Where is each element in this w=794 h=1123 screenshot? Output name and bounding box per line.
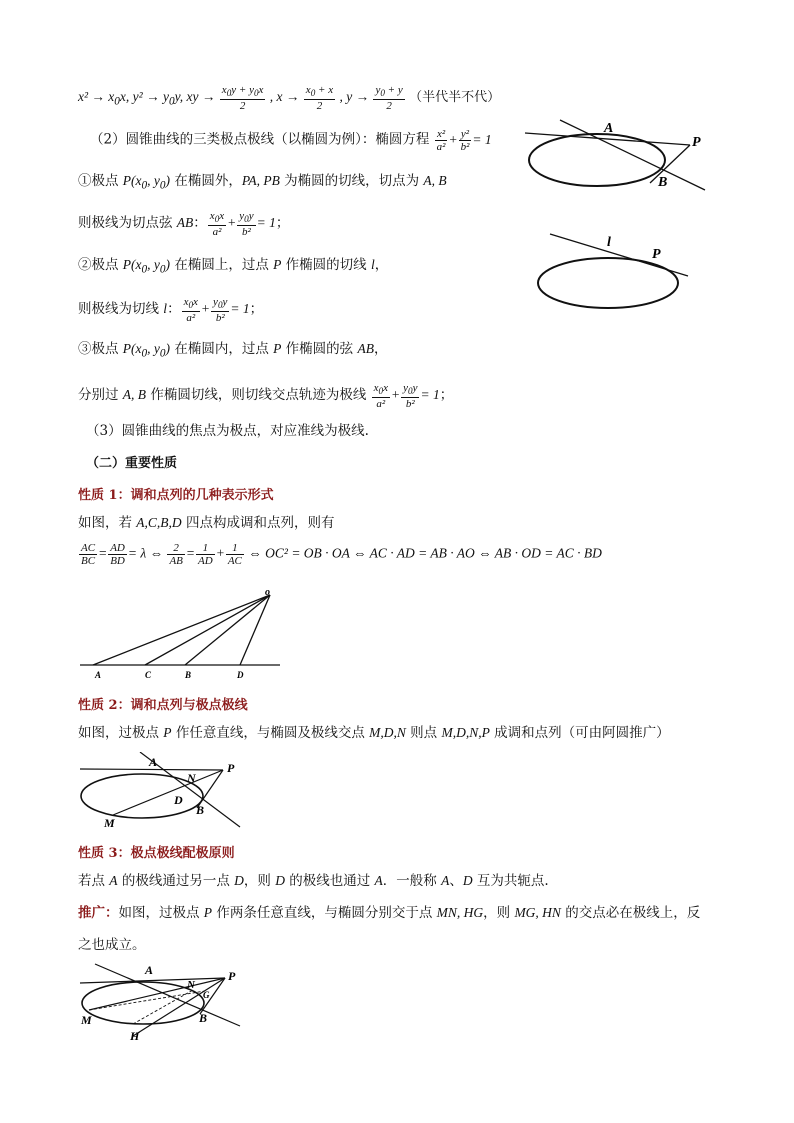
property-3-extension: 推广：如图，过极点 P 作两条任意直线，与椭圆分别交于点 MN, HG，则 MG, HN 的交点必在极线上，反: [78, 905, 701, 921]
section-3: （3）圆锥曲线的焦点为极点，对应准线为极线.: [86, 423, 369, 439]
label-b: B: [185, 670, 192, 680]
label-a: A: [95, 670, 102, 680]
property-1-formula: $\frac{AC}{BC}$ = $\frac{AD}{BD}$ = λ ⇔ $\frac{2}{AB}$ = $\frac{1}{AD}$ + $\frac{1}{AC}$ ⇔ OC² = OB · OA ⇔ AC · AD = AB · AO ⇔ AB · OD = AC · BD: [81, 542, 602, 567]
half-rule-note: （半代半不代）: [409, 90, 501, 106]
substitution-rule: $x^2 \to x_0x$, $y^2 \to y_0y$, xy → $\frac{x_0y + y_0x}{2}$ , x → $\frac{x_0 + x}{2}$ , y → $\frac{y_0 + y}{2}$ （半代半不代）: [78, 84, 501, 113]
label-b: B: [658, 175, 668, 190]
label-m: M: [81, 1013, 92, 1027]
case-2-line-1: ②极点 $P(x_0$, $y_0$) 在椭圆上，过点 P 作椭圆的切线 l，: [78, 257, 389, 276]
label-a: A: [604, 121, 614, 136]
label-a: A: [149, 755, 158, 769]
case-1-line-1: ①极点 $P(x_0$, $y_0$) 在椭圆外，PA, PB 为椭圆的切线，切点为 A, B: [78, 173, 447, 192]
label-g: G: [203, 990, 210, 1000]
property-3-text: 若点 A 的极线通过另一点 D，则 D 的极线也通过 A．一般称 A、D 互为共轭点.: [78, 873, 549, 889]
polar-line-ab: [560, 120, 705, 190]
label-p: P: [228, 969, 236, 983]
polar-line: [95, 964, 240, 1026]
label-d: D: [174, 793, 183, 807]
property-3-extension-end: 之也成立。: [78, 937, 146, 953]
figure-exterior-pole: [520, 110, 720, 200]
property-1-title: 性质 1：调和点列的几种表示形式: [78, 488, 274, 503]
figure-pole-on-ellipse: [530, 226, 700, 316]
figure-harmonic-polar: [75, 752, 255, 832]
case-1-line-2: 则极线为切点弦 AB： $\frac{x_0x}{\text{a²}}$ + $\frac{y_0y}{\text{b²}}$ = 1；: [78, 210, 290, 239]
case-3-line-2: 分别过 A, B 作椭圆切线，则切线交点轨迹为极线 $\frac{x_0x}{\text{a²}}$ + $\frac{y_0y}{\text{b²}}$ = 1；: [78, 382, 454, 411]
label-a: A: [145, 963, 154, 977]
section-heading-properties: （二）重要性质: [86, 456, 178, 471]
figure-harmonic-range: [75, 585, 285, 685]
label-p: P: [692, 135, 701, 150]
property-2-title: 性质 2：调和点列与极点极线: [78, 698, 248, 713]
label-n: N: [187, 771, 196, 785]
segment-oc: [145, 595, 270, 665]
segment-oa: [93, 595, 270, 665]
case-2-line-2: 则极线为切线 l： $\frac{x_0x}{\text{a²}}$ + $\frac{y_0y}{\text{b²}}$ = 1；: [78, 296, 264, 325]
tangent-line-pb: [650, 145, 690, 183]
property-2-text: 如图，过极点 P 作任意直线，与椭圆及极线交点 M,D,N 则点 M,D,N,P 成调和点列（可由阿圆推广）: [78, 725, 670, 741]
label-p: P: [227, 761, 235, 775]
tangent-line-l: [550, 234, 688, 276]
segment-ob: [185, 595, 270, 665]
label-c: C: [145, 670, 152, 680]
property-3-title: 性质 3：极点极线配极原则: [78, 846, 235, 861]
property-1-text: 如图，若 A,C,B,D 四点构成调和点列，则有: [78, 515, 335, 531]
ellipse: [81, 774, 203, 818]
label-o: o: [265, 587, 270, 598]
extension-label: 推广：: [78, 905, 119, 921]
label-h: H: [130, 1029, 140, 1043]
label-n: N: [187, 979, 195, 991]
chord-mg: [89, 991, 205, 1010]
label-m: M: [104, 816, 115, 830]
section-2-intro: （2）圆锥曲线的三类极点极线（以椭圆为例）：椭圆方程 $\frac{\text{x²}}{\text{a²}}$ + $\frac{\text{y²}}{\text{b²}}$ = 1: [90, 128, 492, 153]
label-p: P: [652, 247, 661, 262]
section-2-intro-text: （2）圆锥曲线的三类极点极线（以椭圆为例）：椭圆方程: [90, 131, 430, 148]
label-d: D: [237, 670, 244, 680]
figure-two-secants: [75, 958, 255, 1043]
ellipse: [538, 258, 678, 308]
tangent-line-pa: [80, 769, 223, 770]
label-b: B: [199, 1011, 208, 1025]
label-l: l: [607, 235, 611, 250]
case-3-line-1: ③极点 $P(x_0$, $y_0$) 在椭圆内，过点 P 作椭圆的弦 AB，: [78, 341, 388, 360]
label-b: B: [196, 803, 205, 817]
